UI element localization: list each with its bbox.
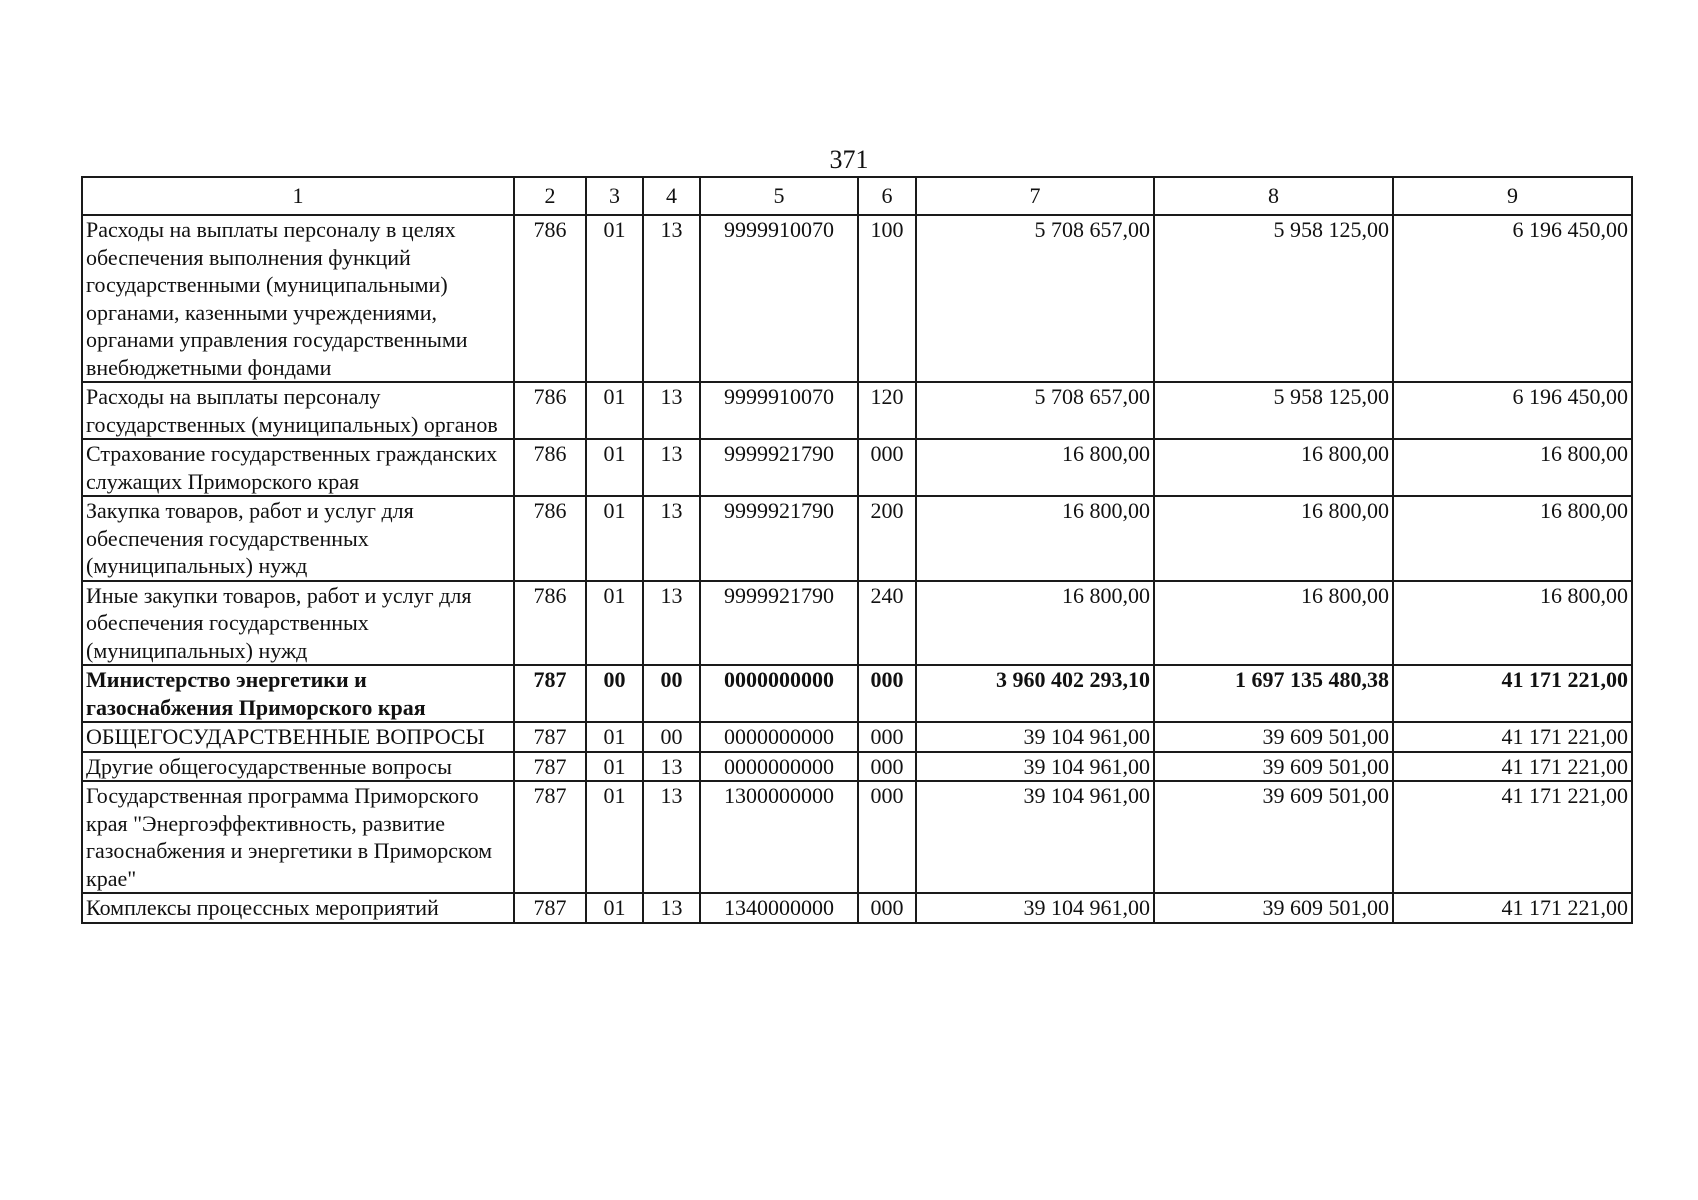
subsection-code-cell: 13 <box>643 439 700 496</box>
section-code-cell: 01 <box>586 496 643 581</box>
amount-col8-cell: 16 800,00 <box>1154 496 1393 581</box>
section-code-cell: 01 <box>586 781 643 893</box>
page-number: 371 <box>829 145 869 174</box>
table-row <box>82 665 1632 722</box>
table-row <box>82 781 1632 893</box>
column-header: 5 <box>700 177 858 215</box>
amount-col8-cell: 5 958 125,00 <box>1154 382 1393 439</box>
item-name-cell: Комплексы процессных мероприятий <box>82 893 514 923</box>
amount-col9-cell: 16 800,00 <box>1393 581 1632 666</box>
item-name-cell: Страхование государственных гражданских служащих Приморского края <box>82 439 514 496</box>
amount-col8-cell: 39 609 501,00 <box>1154 893 1393 923</box>
section-code-cell: 01 <box>586 722 643 752</box>
table-row <box>82 496 1632 581</box>
column-header: 8 <box>1154 177 1393 215</box>
target-article-cell: 9999921790 <box>700 496 858 581</box>
amount-col7-cell: 16 800,00 <box>916 439 1154 496</box>
target-article-cell: 0000000000 <box>700 722 858 752</box>
target-article-cell: 9999921790 <box>700 439 858 496</box>
amount-col9-cell: 41 171 221,00 <box>1393 781 1632 893</box>
subsection-code-cell: 13 <box>643 781 700 893</box>
column-header: 7 <box>916 177 1154 215</box>
column-header: 9 <box>1393 177 1632 215</box>
section-code-cell: 01 <box>586 752 643 782</box>
ministry-code-cell: 786 <box>514 439 586 496</box>
ministry-code-cell: 787 <box>514 665 586 722</box>
subsection-code-cell: 00 <box>643 722 700 752</box>
amount-col7-cell: 39 104 961,00 <box>916 722 1154 752</box>
expense-type-cell: 000 <box>858 752 916 782</box>
target-article-cell: 1340000000 <box>700 893 858 923</box>
subsection-code-cell: 13 <box>643 581 700 666</box>
column-header: 4 <box>643 177 700 215</box>
section-code-cell: 00 <box>586 665 643 722</box>
table-row <box>82 382 1632 439</box>
subsection-code-cell: 13 <box>643 215 700 382</box>
target-article-cell: 9999921790 <box>700 581 858 666</box>
amount-col9-cell: 41 171 221,00 <box>1393 752 1632 782</box>
table-row <box>82 752 1632 782</box>
ministry-code-cell: 786 <box>514 496 586 581</box>
table-row <box>82 722 1632 752</box>
ministry-code-cell: 786 <box>514 215 586 382</box>
amount-col9-cell: 6 196 450,00 <box>1393 215 1632 382</box>
amount-col7-cell: 16 800,00 <box>916 496 1154 581</box>
ministry-code-cell: 786 <box>514 581 586 666</box>
table-row <box>82 439 1632 496</box>
target-article-cell: 0000000000 <box>700 752 858 782</box>
ministry-code-cell: 786 <box>514 382 586 439</box>
amount-col8-cell: 1 697 135 480,38 <box>1154 665 1393 722</box>
column-header: 6 <box>858 177 916 215</box>
expense-type-cell: 000 <box>858 781 916 893</box>
section-code-cell: 01 <box>586 581 643 666</box>
column-header: 3 <box>586 177 643 215</box>
amount-col7-cell: 39 104 961,00 <box>916 781 1154 893</box>
amount-col9-cell: 16 800,00 <box>1393 496 1632 581</box>
amount-col7-cell: 5 708 657,00 <box>916 215 1154 382</box>
amount-col8-cell: 16 800,00 <box>1154 439 1393 496</box>
target-article-cell: 9999910070 <box>700 215 858 382</box>
expense-type-cell: 000 <box>858 893 916 923</box>
amount-col9-cell: 41 171 221,00 <box>1393 722 1632 752</box>
amount-col8-cell: 5 958 125,00 <box>1154 215 1393 382</box>
subsection-code-cell: 13 <box>643 382 700 439</box>
target-article-cell: 1300000000 <box>700 781 858 893</box>
amount-col7-cell: 16 800,00 <box>916 581 1154 666</box>
ministry-code-cell: 787 <box>514 893 586 923</box>
section-code-cell: 01 <box>586 215 643 382</box>
item-name-cell: ОБЩЕГОСУДАРСТВЕННЫЕ ВОПРОСЫ <box>82 722 514 752</box>
subsection-code-cell: 00 <box>643 665 700 722</box>
amount-col9-cell: 16 800,00 <box>1393 439 1632 496</box>
expense-type-cell: 000 <box>858 439 916 496</box>
amount-col7-cell: 39 104 961,00 <box>916 893 1154 923</box>
item-name-cell: Государственная программа Приморского края "Энергоэффективность, развитие газоснабжения и энергетики в Приморском крае" <box>82 781 514 893</box>
amount-col9-cell: 6 196 450,00 <box>1393 382 1632 439</box>
item-name-cell: Расходы на выплаты персоналу в целях обеспечения выполнения функций государственными (муниципальными) органами, казенными учреждениями, органами управления государственными внебюджетными фондами <box>82 215 514 382</box>
item-name-cell: Расходы на выплаты персоналу государственных (муниципальных) органов <box>82 382 514 439</box>
amount-col8-cell: 39 609 501,00 <box>1154 781 1393 893</box>
section-code-cell: 01 <box>586 382 643 439</box>
subsection-code-cell: 13 <box>643 496 700 581</box>
expense-type-cell: 100 <box>858 215 916 382</box>
section-code-cell: 01 <box>586 439 643 496</box>
expense-type-cell: 240 <box>858 581 916 666</box>
amount-col7-cell: 3 960 402 293,10 <box>916 665 1154 722</box>
amount-col9-cell: 41 171 221,00 <box>1393 665 1632 722</box>
table-row <box>82 215 1632 382</box>
item-name-cell: Министерство энергетики и газоснабжения Приморского края <box>82 665 514 722</box>
ministry-code-cell: 787 <box>514 781 586 893</box>
ministry-code-cell: 787 <box>514 752 586 782</box>
item-name-cell: Другие общегосударственные вопросы <box>82 752 514 782</box>
subsection-code-cell: 13 <box>643 893 700 923</box>
header-row <box>82 177 1632 215</box>
target-article-cell: 0000000000 <box>700 665 858 722</box>
column-header: 2 <box>514 177 586 215</box>
target-article-cell: 9999910070 <box>700 382 858 439</box>
expense-type-cell: 120 <box>858 382 916 439</box>
item-name-cell: Закупка товаров, работ и услуг для обеспечения государственных (муниципальных) нужд <box>82 496 514 581</box>
amount-col8-cell: 39 609 501,00 <box>1154 722 1393 752</box>
column-header: 1 <box>82 177 514 215</box>
amount-col9-cell: 41 171 221,00 <box>1393 893 1632 923</box>
budget-table <box>81 176 1633 924</box>
item-name-cell: Иные закупки товаров, работ и услуг для обеспечения государственных (муниципальных) нужд <box>82 581 514 666</box>
ministry-code-cell: 787 <box>514 722 586 752</box>
expense-type-cell: 000 <box>858 665 916 722</box>
section-code-cell: 01 <box>586 893 643 923</box>
amount-col7-cell: 39 104 961,00 <box>916 752 1154 782</box>
subsection-code-cell: 13 <box>643 752 700 782</box>
expense-type-cell: 000 <box>858 722 916 752</box>
amount-col8-cell: 16 800,00 <box>1154 581 1393 666</box>
expense-type-cell: 200 <box>858 496 916 581</box>
amount-col7-cell: 5 708 657,00 <box>916 382 1154 439</box>
amount-col8-cell: 39 609 501,00 <box>1154 752 1393 782</box>
table-row <box>82 581 1632 666</box>
table-row <box>82 893 1632 923</box>
